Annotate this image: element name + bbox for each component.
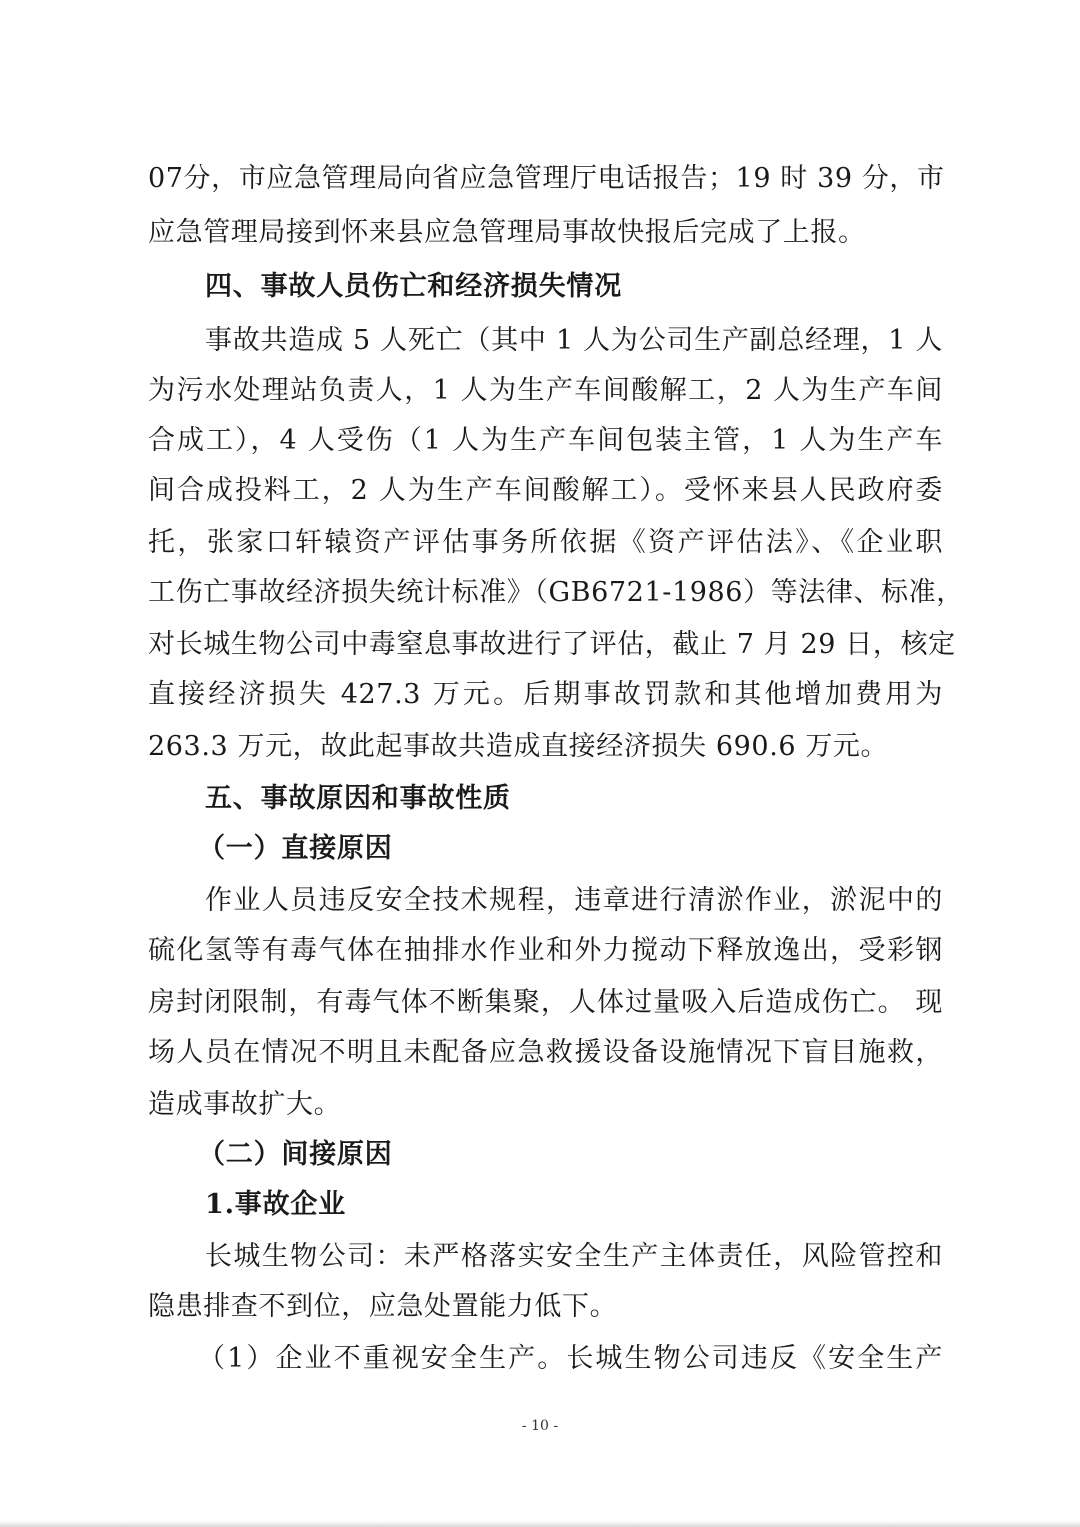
paragraph-line: 作业人员违反安全技术规程，违章进行清淤作业，淤泥中的 xyxy=(205,885,943,916)
paragraph-line: 应急管理局接到怀来县应急管理局事故快报后完成了上报。 xyxy=(148,217,866,248)
paragraph-line: 造成事故扩大。 xyxy=(148,1089,342,1120)
paragraph-line: 托，张家口轩辕资产评估事务所依据《资产评估法》、《企业职 xyxy=(148,527,943,558)
section-heading-casualties: 四、事故人员伤亡和经济损失情况 xyxy=(205,271,622,302)
paragraph-line: 07分，市应急管理局向省应急管理厅电话报告；19 时 39 分，市 xyxy=(148,163,945,194)
paragraph-line: 隐患排查不到位，应急处置能力低下。 xyxy=(148,1291,618,1322)
subsection-heading-direct-cause: （一）直接原因 xyxy=(198,833,393,864)
scan-edge xyxy=(0,1521,1080,1527)
item-heading-accident-enterprise: 1.事故企业 xyxy=(205,1189,346,1220)
section-heading-causes: 五、事故原因和事故性质 xyxy=(205,783,511,814)
paragraph-line: 硫化氢等有毒气体在抽排水作业和外力搅动下释放逸出，受彩钢 xyxy=(148,935,943,966)
paragraph-line: 为污水处理站负责人，1 人为生产车间酸解工，2 人为生产车间 xyxy=(148,375,943,406)
paragraph-line: （1）企业不重视安全生产。长城生物公司违反《安全生产 xyxy=(198,1343,943,1374)
page-number: - 10 - xyxy=(521,1418,559,1434)
paragraph-line: 场人员在情况不明且未配备应急救援设备设施情况下盲目施救， xyxy=(148,1037,943,1068)
paragraph-line: 直接经济损失 427.3 万元。后期事故罚款和其他增加费用为 xyxy=(148,679,943,710)
paragraph-line: 间合成投料工，2 人为生产车间酸解工）。受怀来县人民政府委 xyxy=(148,475,943,506)
paragraph-line: 房封闭限制，有毒气体不断集聚，人体过量吸入后造成伤亡。 现 xyxy=(148,987,943,1018)
paragraph-line: 263.3 万元，故此起事故共造成直接经济损失 690.6 万元。 xyxy=(148,731,889,762)
paragraph-line: 事故共造成 5 人死亡（其中 1 人为公司生产副总经理，1 人 xyxy=(205,325,943,356)
paragraph-line: 工伤亡事故经济损失统计标准》（GB6721-1986）等法律、标准， xyxy=(148,577,964,608)
paragraph-line: 合成工），4 人受伤（1 人为生产车间包装主管，1 人为生产车 xyxy=(148,425,943,456)
subsection-heading-indirect-cause: （二）间接原因 xyxy=(198,1139,393,1170)
paragraph-line: 长城生物公司：未严格落实安全生产主体责任，风险管控和 xyxy=(205,1241,943,1272)
paragraph-line: 对长城生物公司中毒窒息事故进行了评估，截止 7 月 29 日，核定 xyxy=(148,629,956,660)
